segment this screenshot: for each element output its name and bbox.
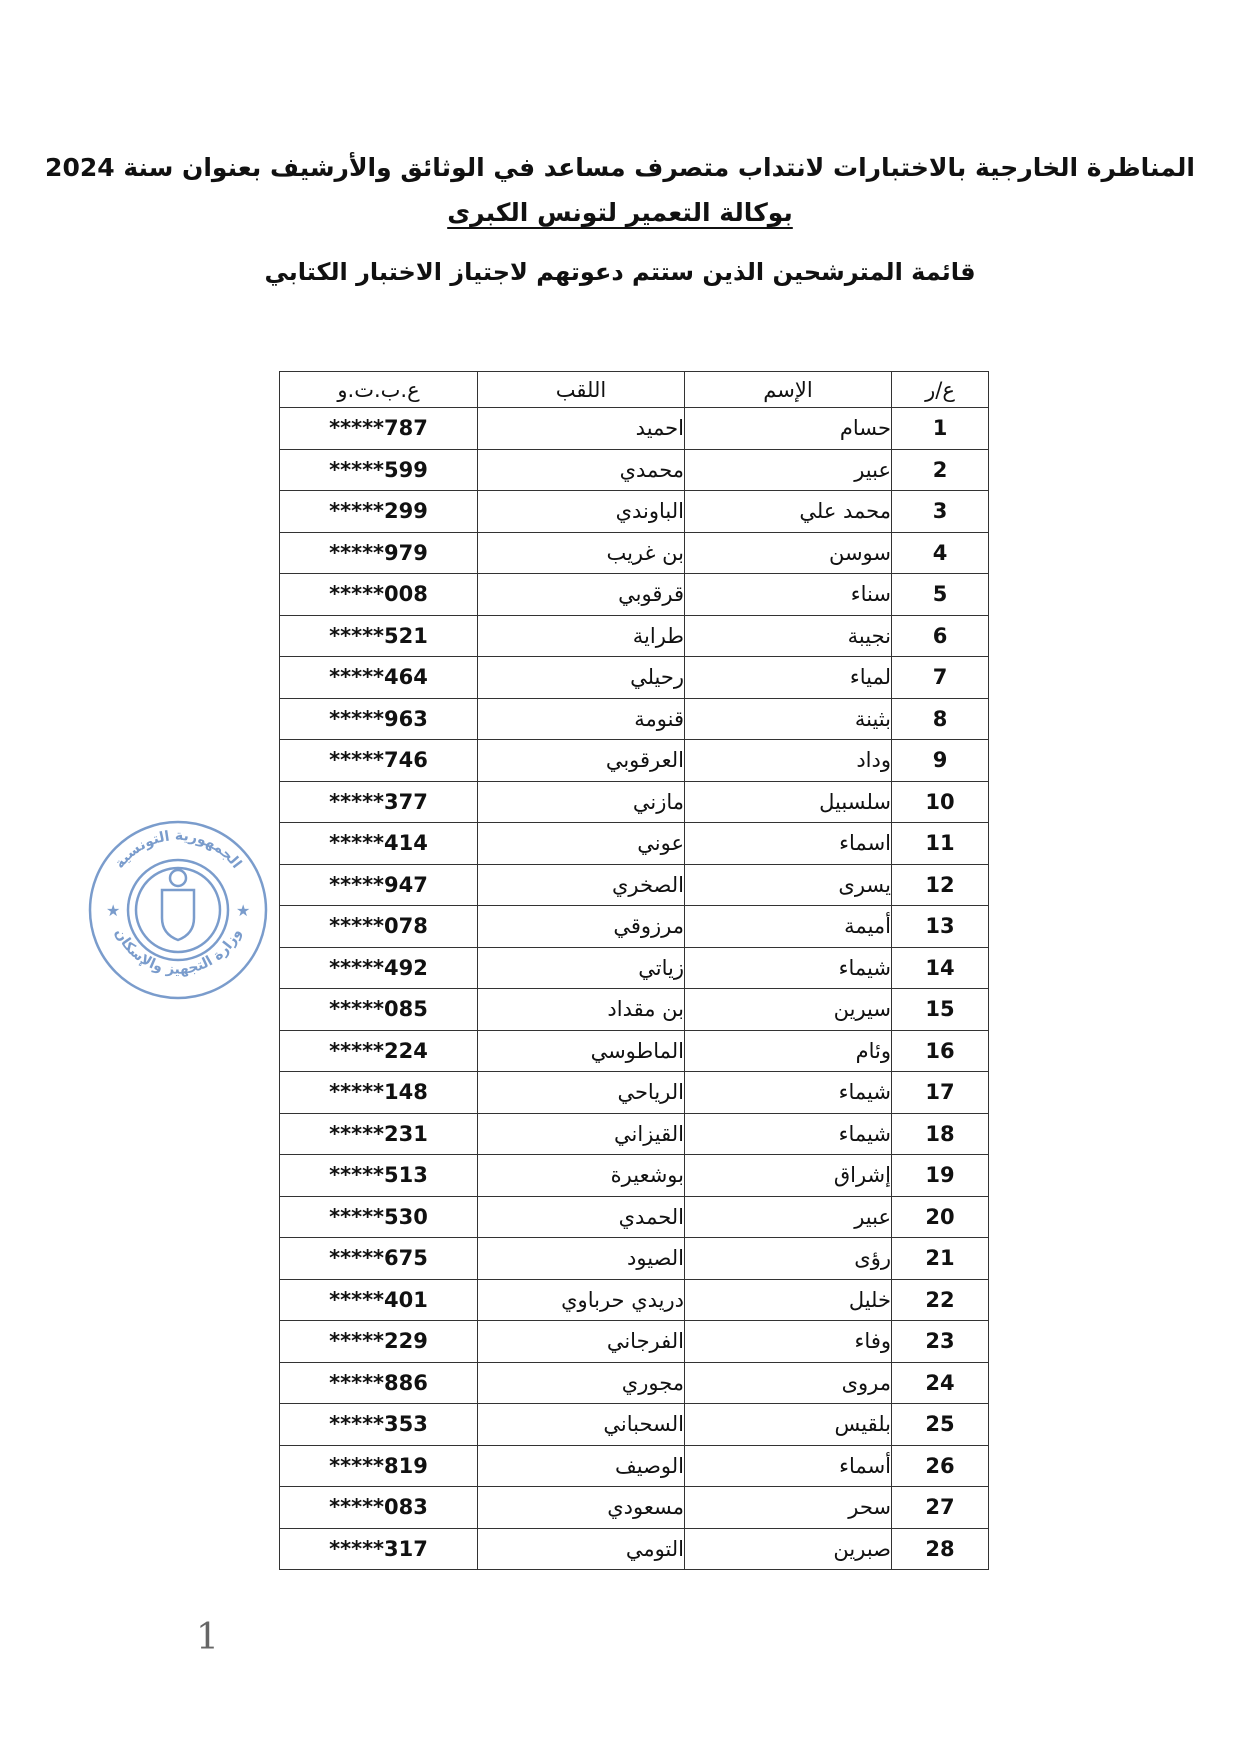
seal-text-bottom: وزارة التجهيز والإسكان — [111, 926, 245, 978]
row-number: 6 — [892, 615, 989, 657]
row-number: 5 — [892, 574, 989, 616]
row-number: 14 — [892, 947, 989, 989]
seal-text-top: الجمهورية التونسية — [111, 827, 245, 872]
last-name-cell: بن غريب — [478, 532, 685, 574]
first-name-cell: وداد — [685, 740, 892, 782]
row-number: 28 — [892, 1528, 989, 1570]
page-number: 1 — [196, 1617, 219, 1658]
row-number: 27 — [892, 1487, 989, 1529]
row-number: 17 — [892, 1072, 989, 1114]
table-header-row — [280, 372, 989, 408]
table-row — [280, 906, 989, 948]
last-name-cell: التومي — [478, 1528, 685, 1570]
cin-cell: *****492 — [280, 947, 478, 989]
table-row — [280, 1030, 989, 1072]
cin-cell: *****299 — [280, 491, 478, 533]
agency-name-text: بوكالة التعمير لتونس الكبرى — [447, 198, 793, 227]
last-name-cell: محمدي — [478, 449, 685, 491]
cin-cell: *****819 — [280, 1445, 478, 1487]
cin-cell: *****787 — [280, 408, 478, 450]
table-row — [280, 491, 989, 533]
cin-cell: *****746 — [280, 740, 478, 782]
first-name-cell: سوسن — [685, 532, 892, 574]
cin-cell: *****599 — [280, 449, 478, 491]
cin-cell: *****947 — [280, 864, 478, 906]
cin-cell: *****078 — [280, 906, 478, 948]
last-name-cell: الوصيف — [478, 1445, 685, 1487]
table-row — [280, 1404, 989, 1446]
header-first-name: الإسم — [685, 372, 892, 408]
table-row — [280, 1321, 989, 1363]
last-name-cell: قرقوبي — [478, 574, 685, 616]
first-name-cell: شيماء — [685, 947, 892, 989]
row-number: 26 — [892, 1445, 989, 1487]
first-name-cell: بثينة — [685, 698, 892, 740]
last-name-cell: بن مقداد — [478, 989, 685, 1031]
last-name-cell: الصخري — [478, 864, 685, 906]
row-number: 9 — [892, 740, 989, 782]
row-number: 21 — [892, 1238, 989, 1280]
first-name-cell: بلقيس — [685, 1404, 892, 1446]
first-name-cell: لمياء — [685, 657, 892, 699]
cin-cell: *****224 — [280, 1030, 478, 1072]
first-name-cell: إشراق — [685, 1155, 892, 1197]
table-row — [280, 408, 989, 450]
table-row — [280, 740, 989, 782]
first-name-cell: محمد علي — [685, 491, 892, 533]
first-name-cell: وئام — [685, 1030, 892, 1072]
table-row — [280, 1238, 989, 1280]
table-row — [280, 449, 989, 491]
last-name-cell: دريدي حرباوي — [478, 1279, 685, 1321]
first-name-cell: سحر — [685, 1487, 892, 1529]
first-name-cell: عبير — [685, 1196, 892, 1238]
first-name-cell: سيرين — [685, 989, 892, 1031]
table-row — [280, 1113, 989, 1155]
last-name-cell: الحمدي — [478, 1196, 685, 1238]
first-name-cell: شيماء — [685, 1113, 892, 1155]
cin-cell: *****401 — [280, 1279, 478, 1321]
row-number: 23 — [892, 1321, 989, 1363]
table-row — [280, 947, 989, 989]
row-number: 18 — [892, 1113, 989, 1155]
cin-cell: *****979 — [280, 532, 478, 574]
last-name-cell: القيزاني — [478, 1113, 685, 1155]
cin-cell: *****675 — [280, 1238, 478, 1280]
row-number: 11 — [892, 823, 989, 865]
cin-cell: *****513 — [280, 1155, 478, 1197]
table-row — [280, 989, 989, 1031]
first-name-cell: وفاء — [685, 1321, 892, 1363]
first-name-cell: أسماء — [685, 1445, 892, 1487]
first-name-cell: أميمة — [685, 906, 892, 948]
first-name-cell: عبير — [685, 449, 892, 491]
first-name-cell: حسام — [685, 408, 892, 450]
cin-cell: *****148 — [280, 1072, 478, 1114]
last-name-cell: رحيلي — [478, 657, 685, 699]
row-number: 10 — [892, 781, 989, 823]
first-name-cell: رؤى — [685, 1238, 892, 1280]
row-number: 7 — [892, 657, 989, 699]
last-name-cell: الصيود — [478, 1238, 685, 1280]
svg-text:★: ★ — [236, 901, 251, 920]
first-name-cell: مروى — [685, 1362, 892, 1404]
header-cin: ع.ب.ت.و — [280, 372, 478, 408]
last-name-cell: مجوري — [478, 1362, 685, 1404]
row-number: 24 — [892, 1362, 989, 1404]
header-last-name: اللقب — [478, 372, 685, 408]
table-row — [280, 1279, 989, 1321]
cin-cell: *****317 — [280, 1528, 478, 1570]
table-row — [280, 657, 989, 699]
row-number: 2 — [892, 449, 989, 491]
row-number: 12 — [892, 864, 989, 906]
table-row — [280, 1445, 989, 1487]
first-name-cell: سلسبيل — [685, 781, 892, 823]
svg-text:★: ★ — [106, 901, 121, 920]
first-name-cell: شيماء — [685, 1072, 892, 1114]
row-number: 20 — [892, 1196, 989, 1238]
cin-cell: *****377 — [280, 781, 478, 823]
last-name-cell: عوني — [478, 823, 685, 865]
table-row — [280, 1072, 989, 1114]
row-number: 8 — [892, 698, 989, 740]
cin-cell: *****083 — [280, 1487, 478, 1529]
last-name-cell: مازني — [478, 781, 685, 823]
last-name-cell: الباوندي — [478, 491, 685, 533]
table-row — [280, 781, 989, 823]
cin-cell: *****530 — [280, 1196, 478, 1238]
official-seal — [86, 818, 270, 1002]
list-subtitle: قائمة المترشحين الذين ستتم دعوتهم لاجتياز الاختبار الكتابي — [264, 258, 976, 286]
cin-cell: *****886 — [280, 1362, 478, 1404]
row-number: 19 — [892, 1155, 989, 1197]
row-number: 16 — [892, 1030, 989, 1072]
cin-cell: *****085 — [280, 989, 478, 1031]
first-name-cell: صبرين — [685, 1528, 892, 1570]
last-name-cell: طراية — [478, 615, 685, 657]
cin-cell: *****008 — [280, 574, 478, 616]
last-name-cell: السحباني — [478, 1404, 685, 1446]
last-name-cell: بوشعيرة — [478, 1155, 685, 1197]
row-number: 13 — [892, 906, 989, 948]
document-title: المناظرة الخارجية بالاختبارات لانتداب متصرف مساعد في الوثائق والأرشيف بعنوان سنة 2024 — [45, 153, 1195, 182]
cin-cell: *****229 — [280, 1321, 478, 1363]
row-number: 4 — [892, 532, 989, 574]
agency-name — [0, 198, 1240, 227]
last-name-cell: مسعودي — [478, 1487, 685, 1529]
table-row — [280, 1487, 989, 1529]
table-row — [280, 615, 989, 657]
table-row — [280, 532, 989, 574]
last-name-cell: الفرجاني — [478, 1321, 685, 1363]
cin-cell: *****353 — [280, 1404, 478, 1446]
row-number: 3 — [892, 491, 989, 533]
last-name-cell: العرقوبي — [478, 740, 685, 782]
cin-cell: *****464 — [280, 657, 478, 699]
cin-cell: *****414 — [280, 823, 478, 865]
table-row — [280, 1528, 989, 1570]
last-name-cell: قنومة — [478, 698, 685, 740]
row-number: 25 — [892, 1404, 989, 1446]
candidates-table — [279, 371, 989, 1570]
last-name-cell: احميد — [478, 408, 685, 450]
row-number: 1 — [892, 408, 989, 450]
last-name-cell: الماطوسي — [478, 1030, 685, 1072]
last-name-cell: زياتي — [478, 947, 685, 989]
last-name-cell: مرزوقي — [478, 906, 685, 948]
row-number: 22 — [892, 1279, 989, 1321]
first-name-cell: اسماء — [685, 823, 892, 865]
first-name-cell: نجيبة — [685, 615, 892, 657]
table-row — [280, 1196, 989, 1238]
cin-cell: *****521 — [280, 615, 478, 657]
table-row — [280, 864, 989, 906]
first-name-cell: خليل — [685, 1279, 892, 1321]
first-name-cell: يسرى — [685, 864, 892, 906]
row-number: 15 — [892, 989, 989, 1031]
cin-cell: *****963 — [280, 698, 478, 740]
header-num: ع/ر — [892, 372, 989, 408]
table-row — [280, 823, 989, 865]
table-row — [280, 698, 989, 740]
table-row — [280, 1362, 989, 1404]
last-name-cell: الرياحي — [478, 1072, 685, 1114]
first-name-cell: سناء — [685, 574, 892, 616]
table-row — [280, 1155, 989, 1197]
cin-cell: *****231 — [280, 1113, 478, 1155]
table-row — [280, 574, 989, 616]
